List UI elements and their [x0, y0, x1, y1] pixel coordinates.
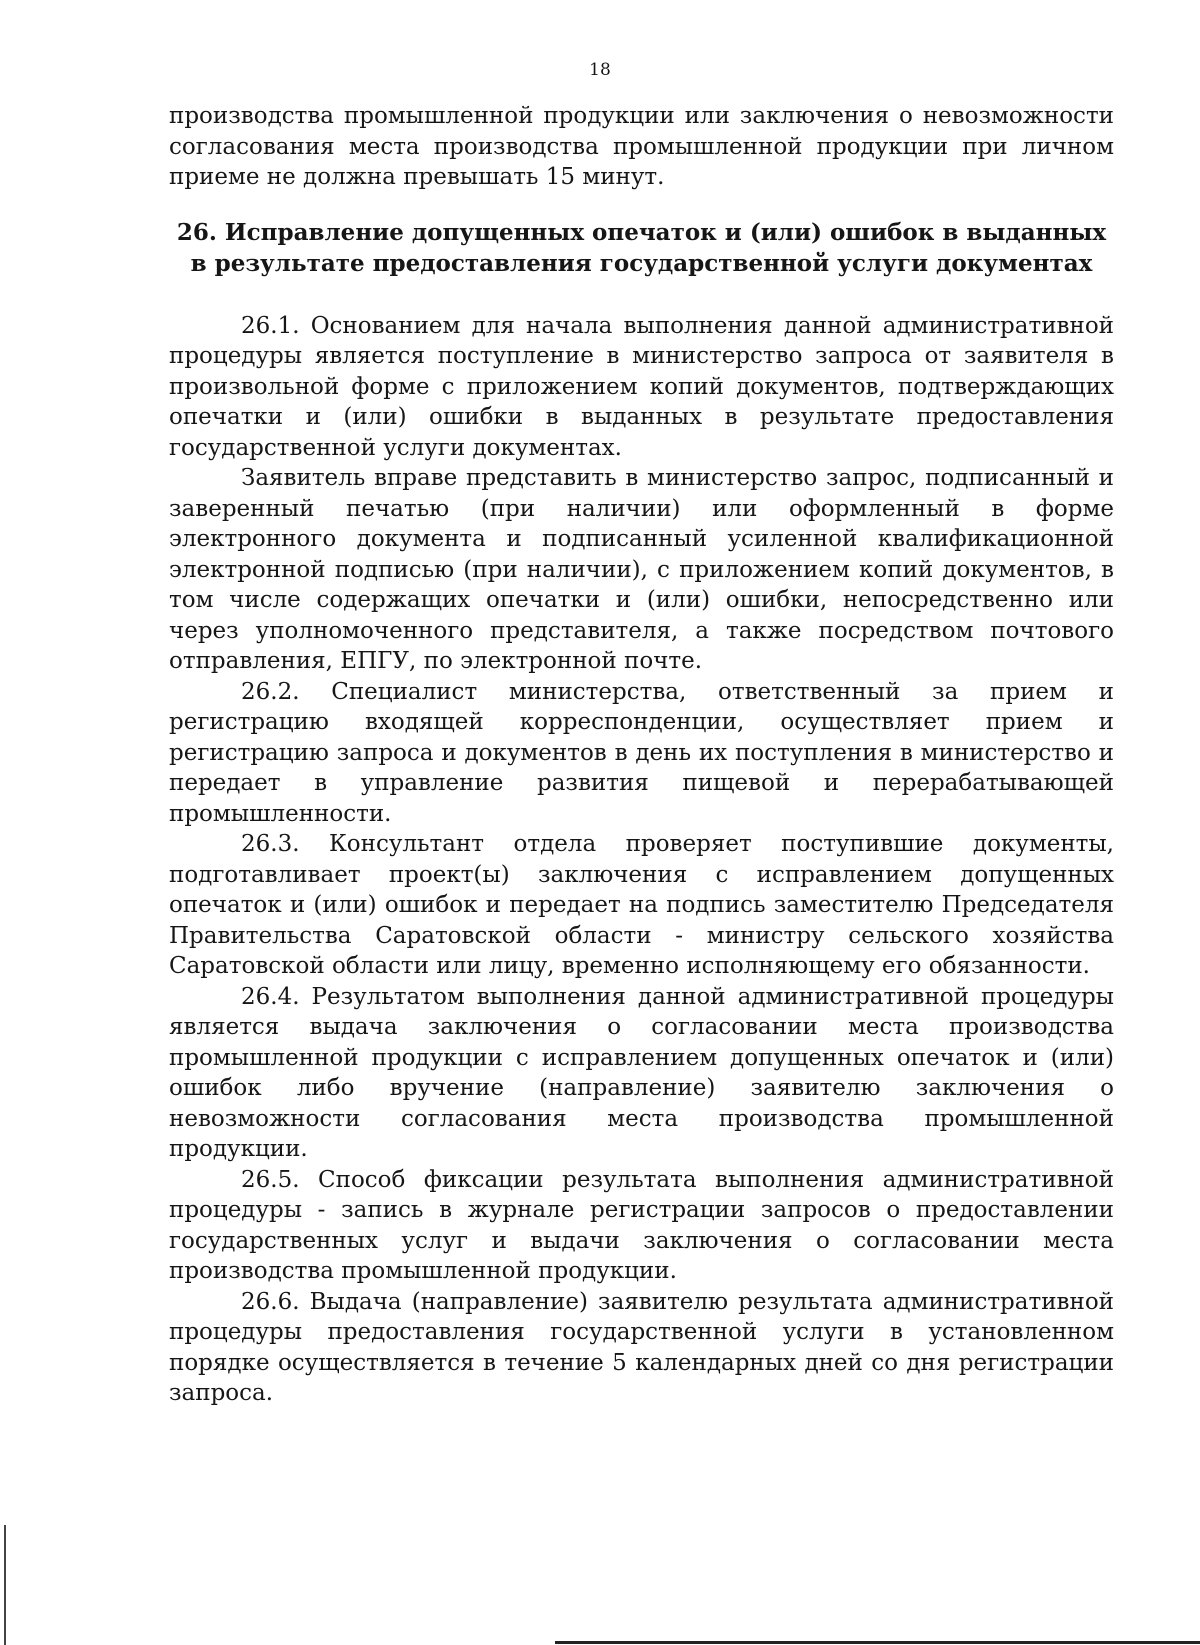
- scan-bottom-line: [555, 1641, 1200, 1644]
- document-body: [169, 101, 1114, 1409]
- paragraph-26-4: 26.4. Результатом выполнения данной административной процедуры является выдача заключения о согласовании места производства промышленной продукции с исправлением допущенных опечаток и (или) ошибок либо вручение (направление) заявителю заключения о невозможности согласования места производства промышленной продукции.: [169, 983, 1114, 1162]
- paragraph-applicant-rights: Заявитель вправе представить в министерство запрос, подписанный и заверенный печатью (при наличии) или оформленный в форме электронного документа и подписанный усиленной квалификационной электронной подписью (при наличии), с приложением копий документов, в том числе содержащих опечатки и (или) ошибки, непосредственно или через уполномоченного представителя, а также посредством почтового отправления, ЕПГУ, по электронной почте.: [169, 465, 1114, 674]
- paragraph-26-2: 26.2. Специалист министерства, ответственный за прием и регистрацию входящей корреспонденции, осуществляет прием и регистрацию запроса и документов в день их поступления в министерство и передает в управление развития пищевой и перерабатывающей промышленности.: [169, 678, 1114, 827]
- scan-edge-mark: [4, 1525, 6, 1645]
- section-heading-line-1: 26. Исправление допущенных опечаток и (или) ошибок в выданных: [176, 218, 1107, 246]
- paragraph-26-6: 26.6. Выдача (направление) заявителю результата административной процедуры предоставления государственной услуги в установленном порядке осуществляется в течение 5 календарных дней со дня регистрации запроса.: [169, 1288, 1114, 1406]
- paragraph-26-3: 26.3. Консультант отдела проверяет поступившие документы, подготавливает проект(ы) заключения с исправлением допущенных опечаток и (или) ошибок и передает на подпись заместителю Председателя Правительства Саратовской области - министру сельского хозяйства Саратовской области или лицу, временно исполняющему его обязанности.: [169, 831, 1114, 979]
- paragraph-26-1: 26.1. Основанием для начала выполнения данной административной процедуры является поступление в министерство запроса от заявителя в произвольной форме с приложением копий документов, подтверждающих опечатки и (или) ошибки в выданных в результате предоставления государственной услуги документах.: [169, 312, 1114, 461]
- continuation-paragraph: производства промышленной продукции или заключения о невозможности согласования места производства промышленной продукции при личном приеме не должна превышать 15 минут.: [169, 103, 1114, 190]
- section-heading: [169, 217, 1114, 279]
- section-heading-line-2: в результате предоставления государственной услуги документах: [190, 249, 1093, 277]
- paragraph-26-5: 26.5. Способ фиксации результата выполнения административной процедуры - запись в журнале регистрации запросов о предоставлении государственных услуг и выдачи заключения о согласовании места производства промышленной продукции.: [169, 1166, 1114, 1284]
- page-number: 18: [589, 60, 611, 80]
